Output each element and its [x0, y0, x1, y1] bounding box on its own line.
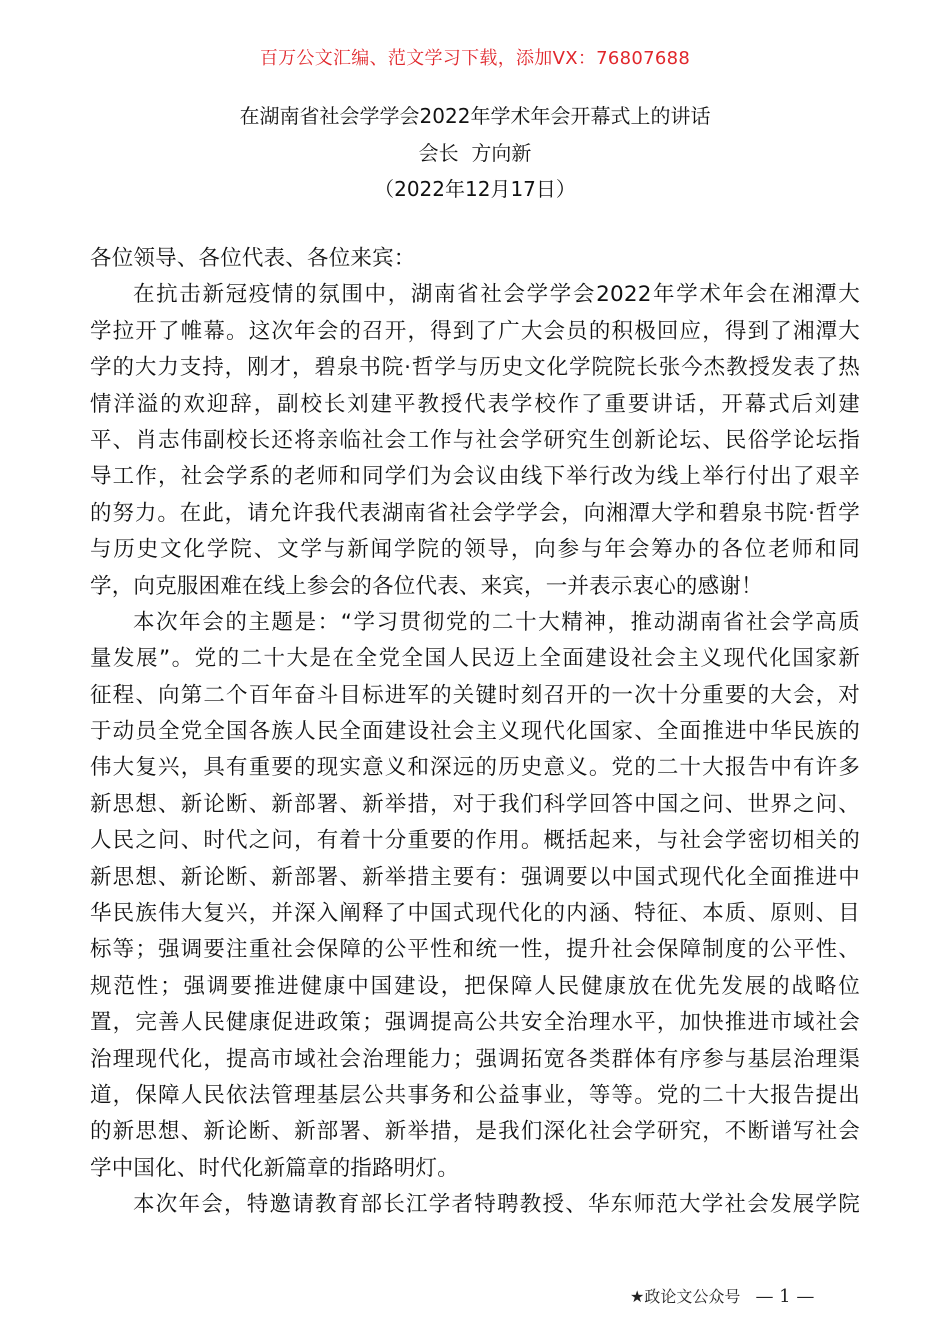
document-title: 在湖南省社会学学会2022年学术年会开幕式上的讲话	[239, 104, 711, 128]
paragraph-1-line: 的努力。在此，请允许我代表湖南省社会学学会，向湘潭大学和碧泉书院·哲学	[90, 500, 860, 526]
paragraph-2-line: 新思想、新论断、新部署、新举措主要有：强调要以中国式现代化全面推进中	[90, 864, 860, 890]
page-footer	[630, 1284, 814, 1307]
paragraph-2-line: 道，保障人民依法管理基层公共事务和公益事业，等等。党的二十大报告提出	[90, 1082, 860, 1108]
paragraph-2-line: 治理现代化，提高市域社会治理能力；强调拓宽各类群体有序参与基层治理渠	[90, 1046, 860, 1072]
paragraph-2-line: 规范性；强调要推进健康中国建设，把保障人民健康放在优先发展的战略位	[90, 973, 860, 999]
paragraph-2-line: 于动员全党全国各族人民全面建设社会主义现代化国家、全面推进中华民族的	[90, 719, 860, 745]
paragraph-2-line: 的新思想、新论断、新部署、新举措，是我们深化社会学研究，不断谱写社会	[90, 1119, 860, 1145]
paragraph-2-line: 置，完善人民健康促进政策；强调提高公共安全治理水平，加快推进市域社会	[90, 1010, 860, 1036]
paragraph-1-line: 平、肖志伟副校长还将亲临社会工作与社会学研究生创新论坛、民俗学论坛指	[90, 427, 860, 453]
paragraph-1-line: 学，向克服困难在线上参会的各位代表、来宾，一并表示衷心的感谢！	[90, 573, 763, 599]
paragraph-2-line: 量发展”。党的二十大是在全党全国人民迈上全面建设社会主义现代化国家新	[90, 646, 860, 672]
speech-date: （2022年12月17日）	[374, 177, 576, 201]
source-label: ★政论文公众号	[630, 1287, 741, 1306]
paragraph-2-line: 标等；强调要注重社会保障的公平性和统一性，提升社会保障制度的公平性、	[90, 937, 860, 963]
watermark-banner: 百万公文汇编、范文学习下载，添加VX：76807688	[259, 48, 691, 69]
paragraph-2-line: 华民族伟大复兴，并深入阐释了中国式现代化的内涵、特征、本质、原则、目	[90, 901, 860, 927]
paragraph-1-line: 学拉开了帷幕。这次年会的召开，得到了广大会员的积极回应，得到了湘潭大	[90, 318, 860, 344]
paragraph-2-line: 学中国化、时代化新篇章的指路明灯。	[90, 1155, 459, 1181]
paragraph-3-line: 本次年会，特邀请教育部长江学者特聘教授、华东师范大学社会发展学院	[133, 1192, 860, 1218]
paragraph-2-line: 本次年会的主题是：“学习贯彻党的二十大精神，推动湖南省社会学高质	[133, 609, 860, 635]
paragraph-1-line: 情洋溢的欢迎辞，副校长刘建平教授代表学校作了重要讲话，开幕式后刘建	[90, 391, 860, 417]
page-number: — 1 —	[755, 1286, 815, 1307]
paragraph-1-line: 学的大力支持，刚才，碧泉书院·哲学与历史文化学院院长张今杰教授发表了热	[90, 355, 860, 381]
speaker-line: 会长 方向新	[418, 141, 532, 165]
document-body	[90, 241, 860, 1224]
paragraph-1-line: 导工作，社会学系的老师和同学们为会议由线下举行改为线上举行付出了艰辛	[90, 464, 860, 490]
paragraph-1-line: 在抗击新冠疫情的氛围中，湖南省社会学学会2022年学术年会在湘潭大	[133, 282, 860, 308]
paragraph-2-line: 伟大复兴，具有重要的现实意义和深远的历史意义。党的二十大报告中有许多	[90, 755, 860, 781]
paragraph-2-line: 征程、向第二个百年奋斗目标进军的关键时刻召开的一次十分重要的大会，对	[90, 682, 860, 708]
salutation: 各位领导、各位代表、各位来宾：	[90, 246, 416, 271]
paragraph-2-line: 人民之问、时代之问，有着十分重要的作用。概括起来，与社会学密切相关的	[90, 828, 860, 854]
paragraph-2-line: 新思想、新论断、新部署、新举措，对于我们科学回答中国之问、世界之问、	[90, 791, 860, 817]
paragraph-1-line: 与历史文化学院、文学与新闻学院的领导，向参与年会筹办的各位老师和同	[90, 537, 860, 563]
